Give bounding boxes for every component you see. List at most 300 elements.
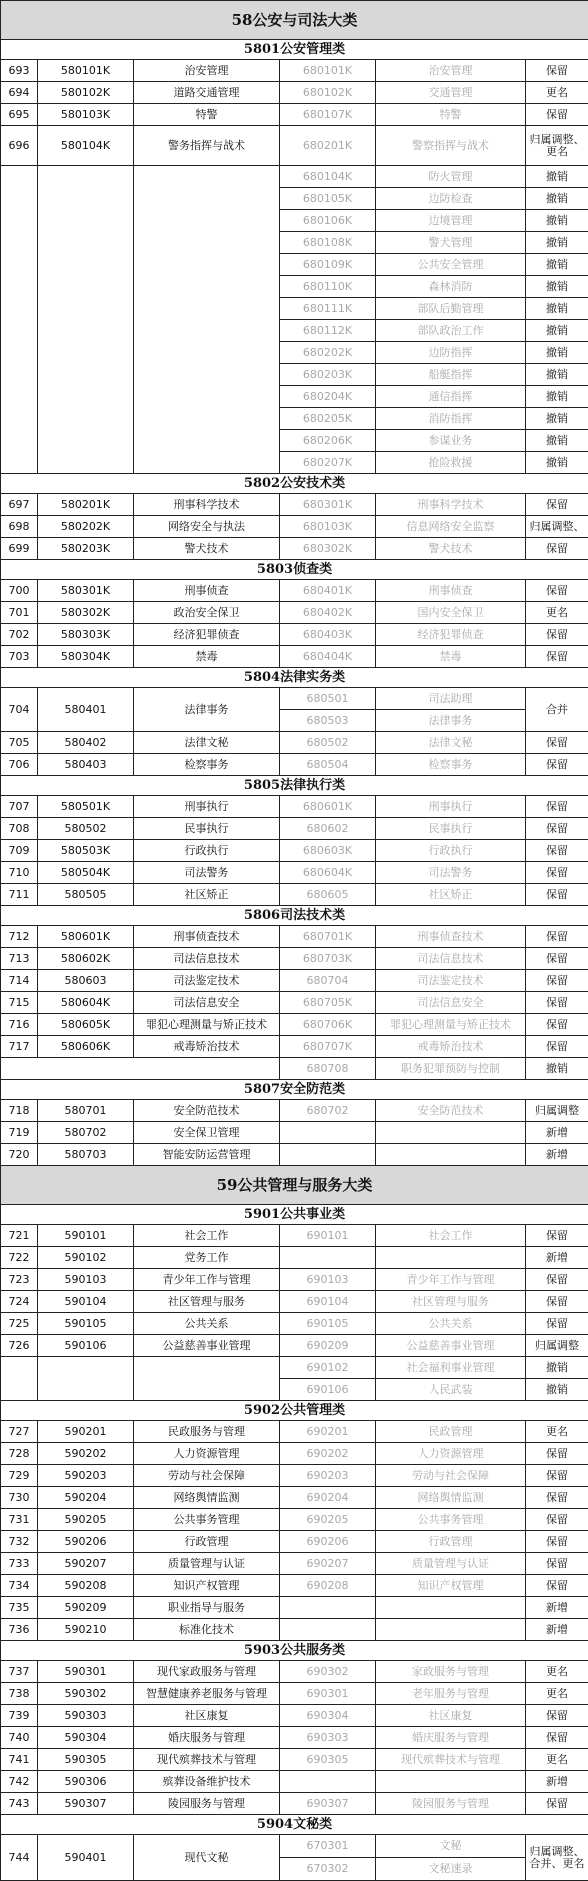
status-cell: 更名 bbox=[526, 82, 588, 104]
table-row bbox=[1, 602, 588, 624]
row-number: 702 bbox=[1, 624, 38, 646]
new-major-name: 安全防范技术 bbox=[134, 1100, 280, 1122]
table-row bbox=[1, 1291, 588, 1313]
row-number bbox=[1, 1357, 38, 1401]
status-cell: 撤销 bbox=[526, 1379, 588, 1401]
row-number: 719 bbox=[1, 1122, 38, 1144]
status-cell: 新增 bbox=[526, 1619, 588, 1641]
major-title: 58公安与司法大类 bbox=[1, 1, 588, 40]
row-number: 711 bbox=[1, 884, 38, 906]
new-major-name: 婚庆服务与管理 bbox=[134, 1727, 280, 1749]
category-header-row bbox=[1, 560, 588, 580]
new-major-code: 590205 bbox=[38, 1509, 134, 1531]
new-major-code: 590303 bbox=[38, 1705, 134, 1727]
status-cell: 撤销 bbox=[526, 232, 588, 254]
table-row bbox=[1, 1793, 588, 1815]
category-title: 5807安全防范类 bbox=[1, 1080, 588, 1100]
old-major-code: 690205 bbox=[280, 1509, 376, 1531]
status-cell: 更名 bbox=[526, 1661, 588, 1683]
new-major-code: 590304 bbox=[38, 1727, 134, 1749]
old-major-code: 680201K bbox=[280, 126, 376, 166]
status-cell: 撤销 bbox=[526, 408, 588, 430]
new-major-code bbox=[38, 166, 134, 474]
old-major-name: 社区矫正 bbox=[376, 884, 526, 906]
old-major-code: 690104 bbox=[280, 1291, 376, 1313]
status-cell: 归属调整、 bbox=[526, 516, 588, 538]
row-number: 727 bbox=[1, 1421, 38, 1443]
new-major-name: 警犬技术 bbox=[134, 538, 280, 560]
new-major-name: 刑事侦查 bbox=[134, 580, 280, 602]
row-number: 725 bbox=[1, 1313, 38, 1335]
row-number: 731 bbox=[1, 1509, 38, 1531]
status-cell: 保留 bbox=[526, 1014, 588, 1036]
old-major-name bbox=[376, 1122, 526, 1144]
new-major-code: 580601K bbox=[38, 926, 134, 948]
status-cell: 保留 bbox=[526, 580, 588, 602]
new-major-name: 特警 bbox=[134, 104, 280, 126]
table-row bbox=[1, 646, 588, 668]
old-major-code: 690101 bbox=[280, 1225, 376, 1247]
status-cell: 保留 bbox=[526, 992, 588, 1014]
new-major-code: 590307 bbox=[38, 1793, 134, 1815]
new-major-code: 580304K bbox=[38, 646, 134, 668]
old-major-name: 职务犯罪预防与控制 bbox=[376, 1058, 526, 1080]
table-row bbox=[1, 1014, 588, 1036]
category-header-row bbox=[1, 1815, 588, 1835]
new-major-code: 590203 bbox=[38, 1465, 134, 1487]
table-row bbox=[1, 754, 588, 776]
category-header-row bbox=[1, 1080, 588, 1100]
old-major-code: 690304 bbox=[280, 1705, 376, 1727]
table-row bbox=[1, 516, 588, 538]
old-major-code: 680603K bbox=[280, 840, 376, 862]
new-major-code: 590305 bbox=[38, 1749, 134, 1771]
table-row bbox=[1, 818, 588, 840]
new-major-code: 580301K bbox=[38, 580, 134, 602]
new-major-code: 590401 bbox=[38, 1835, 134, 1881]
row-number: 742 bbox=[1, 1771, 38, 1793]
old-major-code: 680111K bbox=[280, 298, 376, 320]
category-title: 5803侦查类 bbox=[1, 560, 588, 580]
row-number: 714 bbox=[1, 970, 38, 992]
old-major-code: 680109K bbox=[280, 254, 376, 276]
old-major-name: 安全防范技术 bbox=[376, 1100, 526, 1122]
category-header-row bbox=[1, 474, 588, 494]
old-major-code: 680601K bbox=[280, 796, 376, 818]
table-row bbox=[1, 104, 588, 126]
table-row bbox=[1, 862, 588, 884]
old-major-name: 通信指挥 bbox=[376, 386, 526, 408]
old-major-name: 检察事务 bbox=[376, 754, 526, 776]
new-major-name: 党务工作 bbox=[134, 1247, 280, 1269]
row-number: 728 bbox=[1, 1443, 38, 1465]
table-row bbox=[1, 1619, 588, 1641]
table-row bbox=[1, 1771, 588, 1793]
table-row bbox=[1, 970, 588, 992]
old-major-name: 陵园服务与管理 bbox=[376, 1793, 526, 1815]
old-major-name bbox=[376, 1144, 526, 1166]
status-cell: 撤销 bbox=[526, 188, 588, 210]
status-cell: 保留 bbox=[526, 970, 588, 992]
new-major-name: 罪犯心理测量与矫正技术 bbox=[134, 1014, 280, 1036]
table-row bbox=[1, 688, 588, 710]
table-row bbox=[1, 1597, 588, 1619]
old-major-code: 680104K bbox=[280, 166, 376, 188]
old-major-code: 690203 bbox=[280, 1465, 376, 1487]
new-major-name: 智慧健康养老服务与管理 bbox=[134, 1683, 280, 1705]
old-major-name: 质量管理与认证 bbox=[376, 1553, 526, 1575]
old-major-code: 680503 bbox=[280, 710, 376, 732]
row-number: 718 bbox=[1, 1100, 38, 1122]
new-major-name: 社区矫正 bbox=[134, 884, 280, 906]
row-number: 724 bbox=[1, 1291, 38, 1313]
old-major-name: 公共安全管理 bbox=[376, 254, 526, 276]
row-number: 695 bbox=[1, 104, 38, 126]
old-major-code: 690209 bbox=[280, 1335, 376, 1357]
new-major-name: 现代家政服务与管理 bbox=[134, 1661, 280, 1683]
old-major-name: 部队政治工作 bbox=[376, 320, 526, 342]
old-major-name bbox=[376, 1771, 526, 1793]
row-number: 715 bbox=[1, 992, 38, 1014]
old-major-name: 民事执行 bbox=[376, 818, 526, 840]
old-major-name: 经济犯罪侦查 bbox=[376, 624, 526, 646]
new-major-name bbox=[134, 1357, 280, 1401]
status-cell: 保留 bbox=[526, 1465, 588, 1487]
old-major-code: 680107K bbox=[280, 104, 376, 126]
table-row bbox=[1, 796, 588, 818]
new-major-code: 580403 bbox=[38, 754, 134, 776]
status-cell: 保留 bbox=[526, 1036, 588, 1058]
status-cell: 撤销 bbox=[526, 166, 588, 188]
old-major-name: 行政执行 bbox=[376, 840, 526, 862]
old-major-code: 690207 bbox=[280, 1553, 376, 1575]
table-row bbox=[1, 580, 588, 602]
new-major-code: 580203K bbox=[38, 538, 134, 560]
new-major-code: 580102K bbox=[38, 82, 134, 104]
old-major-name: 知识产权管理 bbox=[376, 1575, 526, 1597]
old-major-name: 文秘速录 bbox=[376, 1858, 526, 1881]
old-major-name: 民政管理 bbox=[376, 1421, 526, 1443]
old-major-code: 680101K bbox=[280, 60, 376, 82]
row-number: 732 bbox=[1, 1531, 38, 1553]
row-number: 730 bbox=[1, 1487, 38, 1509]
old-major-name: 社区康复 bbox=[376, 1705, 526, 1727]
old-major-code: 690102 bbox=[280, 1357, 376, 1379]
major-title: 59公共管理与服务大类 bbox=[1, 1166, 588, 1205]
table-row bbox=[1, 1421, 588, 1443]
category-title: 5804法律实务类 bbox=[1, 668, 588, 688]
status-cell: 更名 bbox=[526, 1749, 588, 1771]
new-major-code: 590102 bbox=[38, 1247, 134, 1269]
new-major-code: 580701 bbox=[38, 1100, 134, 1122]
new-major-code: 580201K bbox=[38, 494, 134, 516]
row-number: 740 bbox=[1, 1727, 38, 1749]
old-major-code: 680704 bbox=[280, 970, 376, 992]
new-major-name: 检察事务 bbox=[134, 754, 280, 776]
table-row bbox=[1, 1835, 588, 1858]
status-cell: 保留 bbox=[526, 1443, 588, 1465]
new-major-code: 580101K bbox=[38, 60, 134, 82]
old-major-code: 680207K bbox=[280, 452, 376, 474]
old-major-name: 社会工作 bbox=[376, 1225, 526, 1247]
row-number: 744 bbox=[1, 1835, 38, 1881]
new-major-code: 590204 bbox=[38, 1487, 134, 1509]
old-major-code: 690103 bbox=[280, 1269, 376, 1291]
old-major-name: 刑事执行 bbox=[376, 796, 526, 818]
row-number: 698 bbox=[1, 516, 38, 538]
old-major-code: 680204K bbox=[280, 386, 376, 408]
category-title: 5801公安管理类 bbox=[1, 40, 588, 60]
row-number: 693 bbox=[1, 60, 38, 82]
table-row bbox=[1, 926, 588, 948]
old-major-name: 老年服务与管理 bbox=[376, 1683, 526, 1705]
row-number: 709 bbox=[1, 840, 38, 862]
new-major-code: 580604K bbox=[38, 992, 134, 1014]
new-major-code: 590306 bbox=[38, 1771, 134, 1793]
status-cell: 保留 bbox=[526, 1531, 588, 1553]
row-number: 729 bbox=[1, 1465, 38, 1487]
old-major-code: 680501 bbox=[280, 688, 376, 710]
status-cell: 保留 bbox=[526, 646, 588, 668]
table-row bbox=[1, 1683, 588, 1705]
old-major-name: 国内安全保卫 bbox=[376, 602, 526, 624]
status-cell: 撤销 bbox=[526, 1058, 588, 1080]
major-header-row bbox=[1, 1166, 588, 1205]
old-major-name: 公共事务管理 bbox=[376, 1509, 526, 1531]
new-major-name: 刑事科学技术 bbox=[134, 494, 280, 516]
old-major-code bbox=[280, 1619, 376, 1641]
new-major-code: 590105 bbox=[38, 1313, 134, 1335]
new-major-code: 580103K bbox=[38, 104, 134, 126]
new-major-name: 政治安全保卫 bbox=[134, 602, 280, 624]
status-cell: 撤销 bbox=[526, 386, 588, 408]
new-major-code: 580104K bbox=[38, 126, 134, 166]
status-cell: 保留 bbox=[526, 1705, 588, 1727]
category-header-row bbox=[1, 1205, 588, 1225]
old-major-code: 680403K bbox=[280, 624, 376, 646]
old-major-name: 司法信息安全 bbox=[376, 992, 526, 1014]
row-number: 713 bbox=[1, 948, 38, 970]
status-cell: 保留 bbox=[526, 732, 588, 754]
old-major-name: 特警 bbox=[376, 104, 526, 126]
old-major-name: 公共关系 bbox=[376, 1313, 526, 1335]
table-row bbox=[1, 1247, 588, 1269]
old-major-code: 680708 bbox=[280, 1058, 376, 1080]
old-major-name: 婚庆服务与管理 bbox=[376, 1727, 526, 1749]
old-major-code: 680105K bbox=[280, 188, 376, 210]
status-cell: 撤销 bbox=[526, 320, 588, 342]
status-cell: 撤销 bbox=[526, 254, 588, 276]
new-major-name: 公共关系 bbox=[134, 1313, 280, 1335]
row-number: 738 bbox=[1, 1683, 38, 1705]
table-row bbox=[1, 1225, 588, 1247]
old-major-name: 警犬技术 bbox=[376, 538, 526, 560]
old-major-name: 刑事侦查技术 bbox=[376, 926, 526, 948]
old-major-code bbox=[280, 1144, 376, 1166]
new-major-code: 580703 bbox=[38, 1144, 134, 1166]
category-header-row bbox=[1, 40, 588, 60]
new-major-name: 网络舆情监测 bbox=[134, 1487, 280, 1509]
old-major-code: 680112K bbox=[280, 320, 376, 342]
old-major-code: 680504 bbox=[280, 754, 376, 776]
old-major-code: 680705K bbox=[280, 992, 376, 1014]
table-row bbox=[1, 1036, 588, 1058]
old-major-name: 边防指挥 bbox=[376, 342, 526, 364]
new-major-name: 质量管理与认证 bbox=[134, 1553, 280, 1575]
old-major-code: 670301 bbox=[280, 1835, 376, 1858]
status-cell: 保留 bbox=[526, 948, 588, 970]
old-major-code: 680202K bbox=[280, 342, 376, 364]
old-major-name: 信息网络安全监察 bbox=[376, 516, 526, 538]
old-major-code: 690305 bbox=[280, 1749, 376, 1771]
old-major-code: 680206K bbox=[280, 430, 376, 452]
new-major-name: 法律事务 bbox=[134, 688, 280, 732]
row-number: 739 bbox=[1, 1705, 38, 1727]
new-major-code: 590206 bbox=[38, 1531, 134, 1553]
status-cell: 撤销 bbox=[526, 276, 588, 298]
new-major-name: 青少年工作与管理 bbox=[134, 1269, 280, 1291]
old-major-name: 罪犯心理测量与矫正技术 bbox=[376, 1014, 526, 1036]
old-major-code: 690302 bbox=[280, 1661, 376, 1683]
new-major-code: 590103 bbox=[38, 1269, 134, 1291]
status-cell: 新增 bbox=[526, 1247, 588, 1269]
new-major-code: 590104 bbox=[38, 1291, 134, 1313]
status-cell: 保留 bbox=[526, 1269, 588, 1291]
old-major-name: 劳动与社会保障 bbox=[376, 1465, 526, 1487]
old-major-code: 680701K bbox=[280, 926, 376, 948]
row-number: 696 bbox=[1, 126, 38, 166]
old-major-name: 消防指挥 bbox=[376, 408, 526, 430]
old-major-code: 680302K bbox=[280, 538, 376, 560]
old-major-name: 戒毒矫治技术 bbox=[376, 1036, 526, 1058]
new-major-name: 职业指导与服务 bbox=[134, 1597, 280, 1619]
old-major-code: 680102K bbox=[280, 82, 376, 104]
new-major-code: 590209 bbox=[38, 1597, 134, 1619]
new-major-code: 580504K bbox=[38, 862, 134, 884]
status-cell: 保留 bbox=[526, 60, 588, 82]
old-major-name: 行政管理 bbox=[376, 1531, 526, 1553]
old-major-code: 680502 bbox=[280, 732, 376, 754]
new-major-code: 580202K bbox=[38, 516, 134, 538]
old-major-name: 法律事务 bbox=[376, 710, 526, 732]
category-title: 5806司法技术类 bbox=[1, 906, 588, 926]
new-major-name: 民政服务与管理 bbox=[134, 1421, 280, 1443]
category-title: 5802公安技术类 bbox=[1, 474, 588, 494]
table-row bbox=[1, 1357, 588, 1379]
new-major-name: 网络安全与执法 bbox=[134, 516, 280, 538]
table-row bbox=[1, 538, 588, 560]
row-number: 722 bbox=[1, 1247, 38, 1269]
old-major-name: 司法助理 bbox=[376, 688, 526, 710]
status-cell: 归属调整 bbox=[526, 1100, 588, 1122]
new-major-code bbox=[38, 1357, 134, 1401]
category-header-row bbox=[1, 1401, 588, 1421]
old-major-code: 670302 bbox=[280, 1858, 376, 1881]
new-major-code: 580603 bbox=[38, 970, 134, 992]
row-number: 703 bbox=[1, 646, 38, 668]
old-major-code: 690208 bbox=[280, 1575, 376, 1597]
status-cell: 更名 bbox=[526, 1683, 588, 1705]
new-major-name: 标准化技术 bbox=[134, 1619, 280, 1641]
old-major-name: 森林消防 bbox=[376, 276, 526, 298]
status-cell: 撤销 bbox=[526, 364, 588, 386]
table-row bbox=[1, 1661, 588, 1683]
row-number: 712 bbox=[1, 926, 38, 948]
new-major-name bbox=[134, 166, 280, 474]
new-major-name: 劳动与社会保障 bbox=[134, 1465, 280, 1487]
old-major-name: 警察指挥与战术 bbox=[376, 126, 526, 166]
old-major-code: 690202 bbox=[280, 1443, 376, 1465]
new-major-name: 行政执行 bbox=[134, 840, 280, 862]
category-title: 5805法律执行类 bbox=[1, 776, 588, 796]
old-major-code bbox=[280, 1597, 376, 1619]
old-major-code: 690301 bbox=[280, 1683, 376, 1705]
old-major-code: 680402K bbox=[280, 602, 376, 624]
table-row bbox=[1, 1509, 588, 1531]
old-major-name bbox=[376, 1597, 526, 1619]
status-cell: 保留 bbox=[526, 818, 588, 840]
status-cell: 撤销 bbox=[526, 452, 588, 474]
table-row bbox=[1, 1553, 588, 1575]
table-row bbox=[1, 992, 588, 1014]
old-major-name: 部队后勤管理 bbox=[376, 298, 526, 320]
new-major-code: 580702 bbox=[38, 1122, 134, 1144]
old-major-name: 网络舆情监测 bbox=[376, 1487, 526, 1509]
old-major-code: 680604K bbox=[280, 862, 376, 884]
new-major-code: 590302 bbox=[38, 1683, 134, 1705]
new-major-name: 智能安防运营管理 bbox=[134, 1144, 280, 1166]
old-major-name: 司法警务 bbox=[376, 862, 526, 884]
row-number: 743 bbox=[1, 1793, 38, 1815]
new-major-name: 禁毒 bbox=[134, 646, 280, 668]
row-number: 699 bbox=[1, 538, 38, 560]
old-major-code: 680404K bbox=[280, 646, 376, 668]
table-row bbox=[1, 1575, 588, 1597]
new-major-code: 590201 bbox=[38, 1421, 134, 1443]
new-major-code: 590106 bbox=[38, 1335, 134, 1357]
old-major-code bbox=[280, 1122, 376, 1144]
new-major-name: 戒毒矫治技术 bbox=[134, 1036, 280, 1058]
old-major-code: 690105 bbox=[280, 1313, 376, 1335]
row-number bbox=[1, 166, 38, 474]
row-number: 697 bbox=[1, 494, 38, 516]
row-number: 700 bbox=[1, 580, 38, 602]
old-major-name: 参谋业务 bbox=[376, 430, 526, 452]
table-row bbox=[1, 624, 588, 646]
old-major-code: 680108K bbox=[280, 232, 376, 254]
new-major-code: 580303K bbox=[38, 624, 134, 646]
old-major-code: 680106K bbox=[280, 210, 376, 232]
old-major-code bbox=[280, 1771, 376, 1793]
old-major-name: 刑事侦查 bbox=[376, 580, 526, 602]
old-major-name: 抢险救援 bbox=[376, 452, 526, 474]
status-cell: 保留 bbox=[526, 862, 588, 884]
category-title: 5902公共管理类 bbox=[1, 1401, 588, 1421]
empty-new-cells bbox=[1, 1058, 280, 1080]
status-cell: 保留 bbox=[526, 754, 588, 776]
new-major-code: 580602K bbox=[38, 948, 134, 970]
old-major-name: 交通管理 bbox=[376, 82, 526, 104]
row-number: 721 bbox=[1, 1225, 38, 1247]
old-major-code: 680110K bbox=[280, 276, 376, 298]
new-major-name: 道路交通管理 bbox=[134, 82, 280, 104]
row-number: 735 bbox=[1, 1597, 38, 1619]
old-major-name: 边防检查 bbox=[376, 188, 526, 210]
status-cell: 保留 bbox=[526, 1291, 588, 1313]
category-header-row bbox=[1, 776, 588, 796]
old-major-name: 治安管理 bbox=[376, 60, 526, 82]
new-major-code: 590208 bbox=[38, 1575, 134, 1597]
